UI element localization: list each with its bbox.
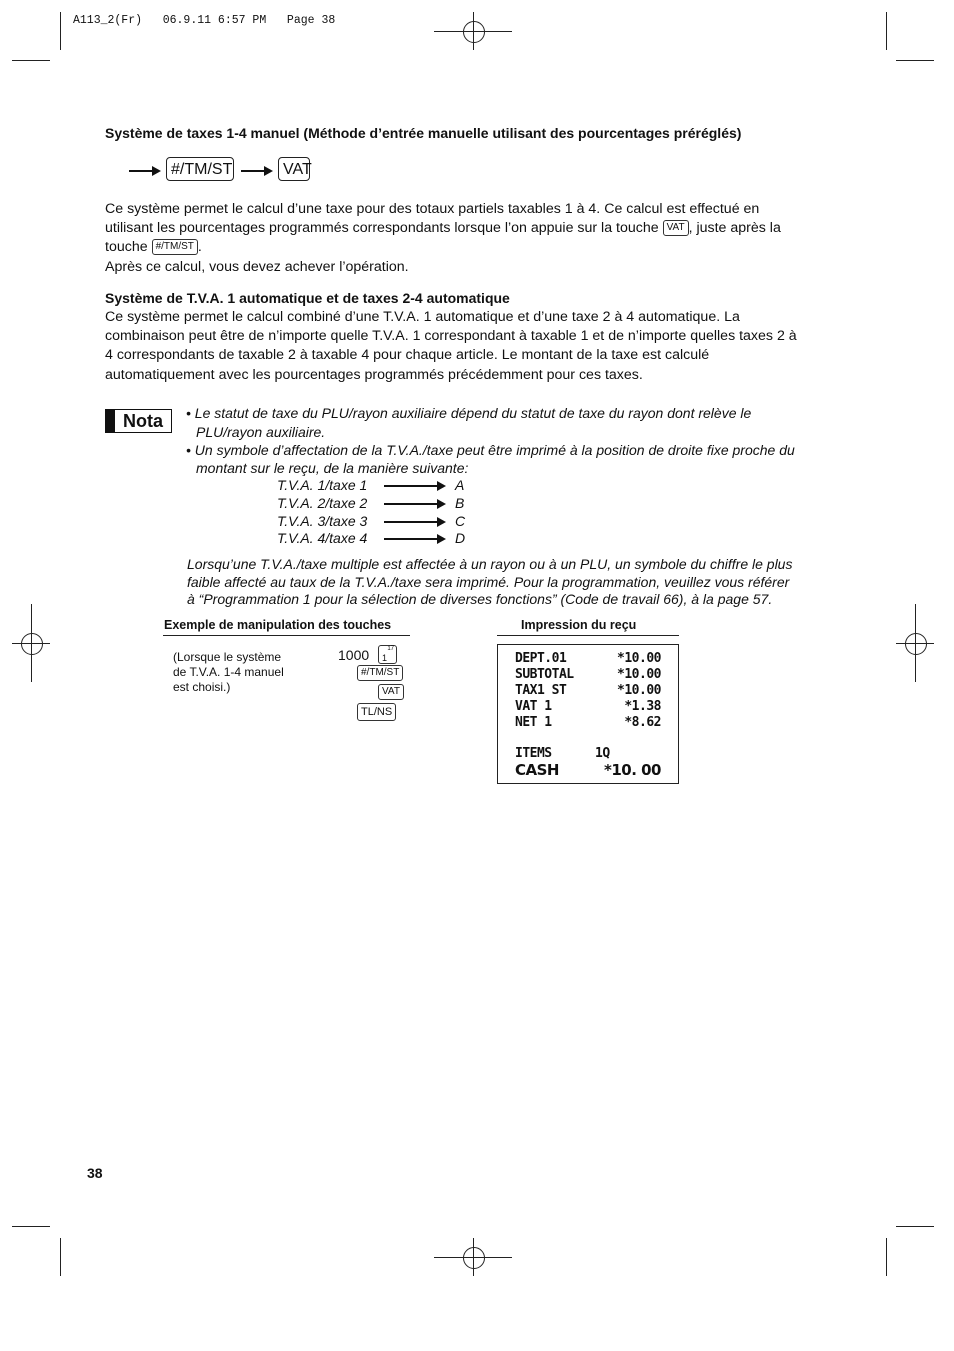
section2-line-2: combinaison peut être de n’importe quelle T.V.A. 1 correspondant à taxable 1 et de n’importe quelles taxes 2 à: [105, 328, 797, 344]
receipt-label-2: SUBTOTAL: [515, 667, 574, 682]
receipt-value-5: *8.62: [624, 715, 661, 730]
receipt-line-1: [515, 651, 661, 666]
nota-bar: [106, 410, 115, 432]
mapping-arrow-1: [384, 485, 444, 487]
dept-key-bottom: 1: [382, 653, 388, 663]
section1-para-line4: Après ce calcul, vous devez achever l’opération.: [105, 259, 409, 275]
section2-line-4: automatiquement avec les pourcentages programmés précédemment pour ces taxes.: [105, 367, 643, 383]
section1-para-line2: [105, 219, 781, 239]
dept-key: [378, 645, 397, 664]
receipt-heading-rule: [497, 635, 679, 636]
flow-arrow-1: [129, 170, 159, 172]
vat-key-inline: VAT: [663, 220, 689, 236]
mapping-tax-3: T.V.A. 3/taxe 3: [277, 513, 368, 529]
mapping-arrow-3: [384, 521, 444, 523]
section1-title: Système de taxes 1-4 manuel (Méthode d’entrée manuelle utilisant des pourcentages préréglés): [105, 125, 742, 141]
receipt-items-line: [515, 746, 661, 761]
tm-st-key-inline: #/TM/ST: [152, 239, 198, 255]
mapping-symbol-1: A: [455, 477, 465, 493]
nota-label: [105, 409, 172, 433]
receipt-heading: Impression du reçu: [521, 618, 637, 632]
mapping-arrow-4: [384, 538, 444, 540]
receipt-printout: [497, 644, 679, 784]
nota-text: Nota: [123, 411, 163, 431]
nota-bullet2-l1: • Un symbole d’affectation de la T.V.A./taxe peut être imprimé à la position de droite fixe proche du: [186, 442, 795, 458]
mapping-tax-4: T.V.A. 4/taxe 4: [277, 530, 368, 546]
nota-bullet2-l2: montant sur le reçu, de la manière suivante:: [196, 460, 469, 476]
receipt-line-2: [515, 667, 661, 682]
mapping-arrow-2: [384, 503, 444, 505]
receipt-value-4: *1.38: [624, 699, 661, 714]
flow-arrow-2: [241, 170, 271, 172]
section1-para-line2-end: , juste après la: [688, 220, 781, 236]
receipt-line-3: [515, 683, 661, 698]
receipt-label-5: NET 1: [515, 715, 552, 730]
receipt-value-2: *10.00: [617, 667, 661, 682]
print-header-info: A113_2(Fr) 06.9.11 6:57 PM Page 38: [73, 14, 336, 27]
receipt-value-1: *10.00: [617, 651, 661, 666]
section1-para-line3-text: touche: [105, 239, 148, 255]
nota-para-l3: à “Programmation 1 pour la sélection de diverses fonctions” (Code de travail 66), à la page 57.: [187, 591, 773, 607]
receipt-cash-value: *10. 00: [603, 761, 661, 779]
section1-para-line2-text: utilisant les pourcentages programmés correspondants lorsque l’on appuie sur la touche: [105, 220, 659, 236]
section2-line-1: Ce système permet le calcul combiné d’une T.V.A. 1 automatique et d’une taxe 2 à 4 automatique. La: [105, 309, 740, 325]
section1-para-line3: [105, 238, 202, 258]
mapping-tax-2: T.V.A. 2/taxe 2: [277, 495, 368, 511]
mapping-symbol-4: D: [455, 530, 466, 546]
section2-title: Système de T.V.A. 1 automatique et de taxes 2-4 automatique: [105, 290, 510, 306]
mapping-tax-1: T.V.A. 1/taxe 1: [277, 477, 368, 493]
receipt-cash-line: [515, 761, 661, 779]
nota-para-l1: Lorsqu’une T.V.A./taxe multiple est affectée à un rayon ou à un PLU, un symbole du chiffre le plus: [187, 556, 793, 572]
example-note-l2: de T.V.A. 1-4 manuel: [173, 665, 284, 679]
example-note-l3: est choisi.): [173, 680, 231, 694]
section1-para-line1: Ce système permet le calcul d’une taxe pour des totaux partiels taxables 1 à 4. Ce calcul est effectué en: [105, 201, 760, 217]
mapping-symbol-3: C: [455, 513, 466, 529]
page-number: 38: [87, 1165, 103, 1181]
vat-key: VAT: [278, 157, 310, 181]
example-note-l1: (Lorsque le système: [173, 650, 282, 664]
nota-bullet1-l1: • Le statut de taxe du PLU/rayon auxiliaire dépend du statut de taxe du rayon dont relève le: [186, 405, 752, 421]
section2-line-3: 4 correspondants de taxable 2 à taxable 4 pour chaque article. Le montant de la taxe est calculé: [105, 347, 710, 363]
example-tl-ns-key: TL/NS: [357, 703, 396, 721]
receipt-items-value: 1Q: [595, 746, 610, 761]
receipt-items-label: ITEMS: [515, 746, 552, 761]
receipt-cash-label: CASH: [515, 761, 559, 779]
receipt-value-3: *10.00: [617, 683, 661, 698]
receipt-line-5: [515, 715, 661, 730]
example-tm-st-key: #/TM/ST: [357, 665, 403, 681]
receipt-label-4: VAT 1: [515, 699, 552, 714]
nota-para-l2: faible affecté au taux de la T.V.A./taxe sera imprimé. Pour la programmation, veuillez vous référer: [187, 574, 790, 590]
example-entry-amount: 1000: [338, 647, 370, 663]
receipt-label-3: TAX1 ST: [515, 683, 567, 698]
tm-st-key: #/TM/ST: [166, 157, 234, 181]
receipt-line-4: [515, 699, 661, 714]
example-heading-rule: [163, 635, 410, 636]
receipt-label-1: DEPT.01: [515, 651, 567, 666]
section1-para-line3-end: .: [197, 239, 202, 255]
example-vat-key: VAT: [378, 684, 404, 700]
example-heading: Exemple de manipulation des touches: [164, 618, 392, 632]
nota-bullet1-l2: PLU/rayon auxiliaire.: [196, 424, 326, 440]
dept-key-top: 17: [387, 646, 394, 652]
mapping-symbol-2: B: [455, 495, 465, 511]
